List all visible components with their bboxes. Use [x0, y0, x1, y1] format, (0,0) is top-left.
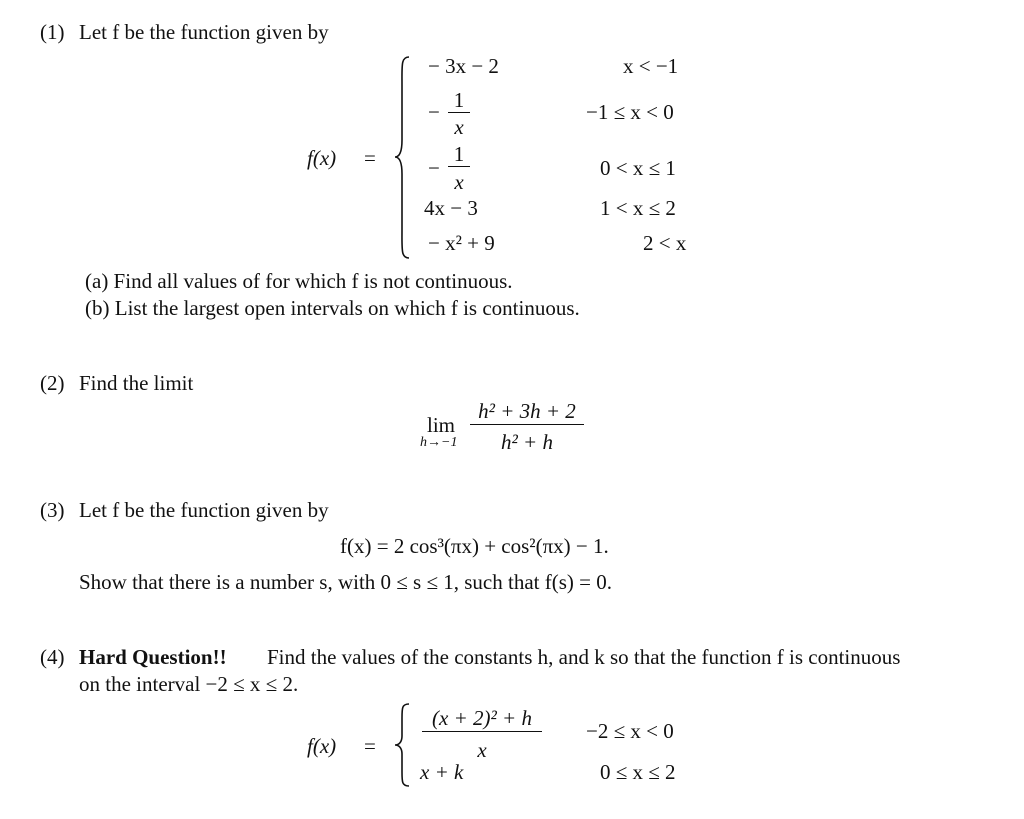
p1-case1-expr: − 3x − 2 — [428, 54, 499, 78]
p1-case4-expr: 4x − 3 — [424, 196, 478, 220]
p1-case2-den: x — [454, 115, 464, 139]
p1-case3-fraction-bar — [448, 166, 470, 167]
limit-fraction-bar — [470, 424, 584, 425]
p1-case1-cond: x < −1 — [623, 54, 679, 78]
problem-4-equals: = — [364, 734, 376, 758]
p4-case1-num: (x + 2)² + h — [432, 706, 532, 730]
problem-1-part-b: (b) List the largest open intervals on which f is continuous. — [85, 296, 580, 320]
problem-1-part-a: (a) Find all values of for which f is not continuous. — [85, 269, 513, 293]
limit-subscript: h→−1 — [420, 435, 458, 450]
p4-case1-den: x — [477, 738, 487, 762]
problem-1-function-lhs: f(x) — [307, 146, 337, 170]
problem-4-function-lhs: f(x) — [307, 734, 337, 758]
p1-case3-cond: 0 < x ≤ 1 — [600, 156, 676, 180]
problem-4-number: (4) — [40, 645, 65, 669]
p1-case5-cond: 2 < x — [643, 231, 687, 255]
p4-case2-cond: 0 ≤ x ≤ 2 — [600, 760, 676, 784]
p4-case1-fraction-bar — [422, 731, 542, 732]
p1-case5-expr: − x² + 9 — [428, 231, 495, 255]
problem-1-number: (1) — [40, 20, 65, 44]
problem-3-intro: Let f be the function given by — [79, 498, 329, 522]
problem-4-text-line1: Find the values of the constants h, and k so that the function f is continuous — [267, 645, 901, 669]
problem-3-number: (3) — [40, 498, 65, 522]
problem-4-bold-label: Hard Question!! — [79, 645, 227, 669]
p1-case2-cond: −1 ≤ x < 0 — [586, 100, 674, 124]
problem-2-intro: Find the limit — [79, 371, 194, 395]
problem-3-statement: Show that there is a number s, with 0 ≤ s ≤ 1, such that f(s) = 0. — [79, 570, 612, 594]
p4-case1-cond: −2 ≤ x < 0 — [586, 719, 674, 743]
problem-3-equation: f(x) = 2 cos³(πx) + cos²(πx) − 1. — [340, 534, 609, 558]
left-brace-icon — [393, 55, 413, 260]
problem-1-equals: = — [364, 146, 376, 170]
limit-operator: lim — [427, 413, 456, 437]
problem-2-number: (2) — [40, 371, 65, 395]
p1-case2-sign: − — [428, 100, 440, 124]
problem-4-text-line2: on the interval −2 ≤ x ≤ 2. — [79, 672, 299, 696]
p1-case4-cond: 1 < x ≤ 2 — [600, 196, 676, 220]
limit-denominator: h² + h — [501, 430, 553, 454]
p1-case2-fraction-bar — [448, 112, 470, 113]
p4-case2-expr: x + k — [420, 760, 464, 784]
p1-case2-num: 1 — [453, 88, 465, 112]
limit-numerator: h² + 3h + 2 — [478, 399, 576, 423]
p1-case3-num: 1 — [453, 142, 465, 166]
left-brace-icon — [393, 702, 413, 788]
problem-1-intro: Let f be the function given by — [79, 20, 329, 44]
p1-case3-sign: − — [428, 156, 440, 180]
p1-case3-den: x — [454, 170, 464, 194]
